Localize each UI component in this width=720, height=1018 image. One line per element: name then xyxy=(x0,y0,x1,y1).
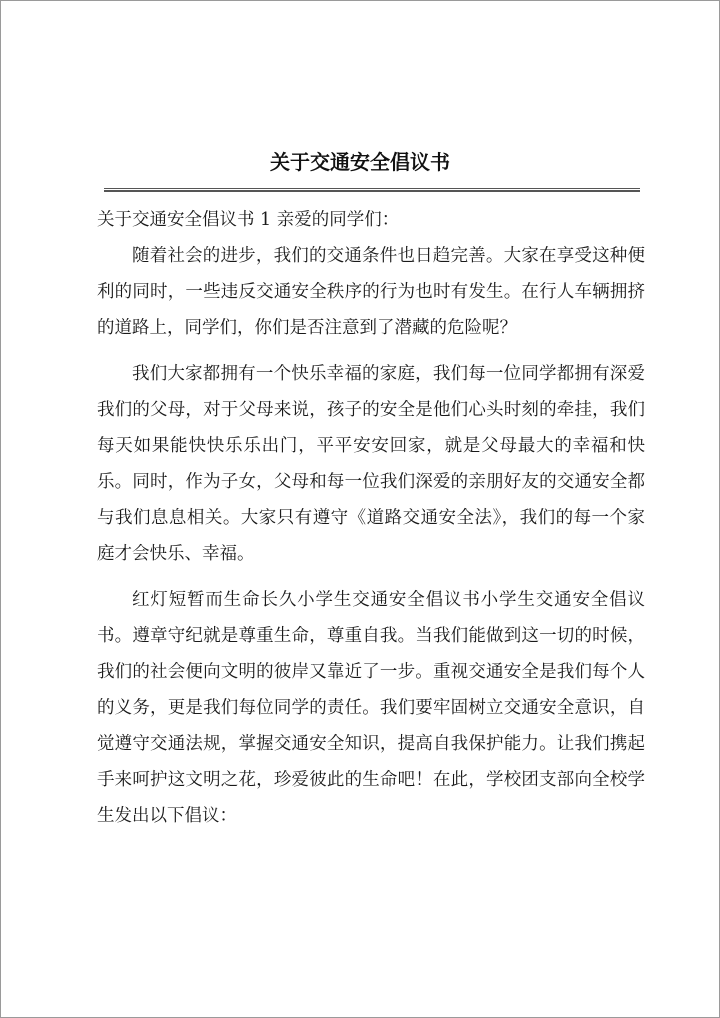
document-title: 关于交通安全倡议书 xyxy=(270,150,450,174)
document-body xyxy=(97,202,645,844)
paragraph: 我们大家都拥有一个快乐幸福的家庭，我们每一位同学都拥有深爱我们的父母，对于父母来说，孩子的安全是他们心头时刻的牵挂，我们每天如果能快快乐乐出门，平平安安回家，就是父母最大的幸福和快乐。同时，作为子女，父母和每一位我们深爱的亲朋好友的交通安全都与我们息息相关。大家只有遵守《道路交通安全法》，我们的每一个家庭才会快乐、幸福。 xyxy=(97,364,645,564)
paragraph: 随着社会的进步，我们的交通条件也日趋完善。大家在享受这种便利的同时，一些违反交通安全秩序的行为也时有发生。在行人车辆拥挤的道路上，同学们，你们是否注意到了潜藏的危险呢？ xyxy=(97,246,645,338)
title-divider xyxy=(104,188,640,192)
paragraph: 红灯短暂而生命长久小学生交通安全倡议书小学生交通安全倡议书。遵章守纪就是尊重生命，尊重自我。当我们能做到这一切的时候，我们的社会便向文明的彼岸又靠近了一步。重视交通安全是我们每个人的义务，更是我们每位同学的责任。我们要牢固树立交通安全意识，自觉遵守交通法规，掌握交通安全知识，提高自我保护能力。让我们携起手来呵护这文明之花，珍爱彼此的生命吧！在此，学校团支部向全校学生发出以下倡议： xyxy=(97,590,645,826)
intro-line: 关于交通安全倡议书 1 亲爱的同学们： xyxy=(97,210,400,230)
